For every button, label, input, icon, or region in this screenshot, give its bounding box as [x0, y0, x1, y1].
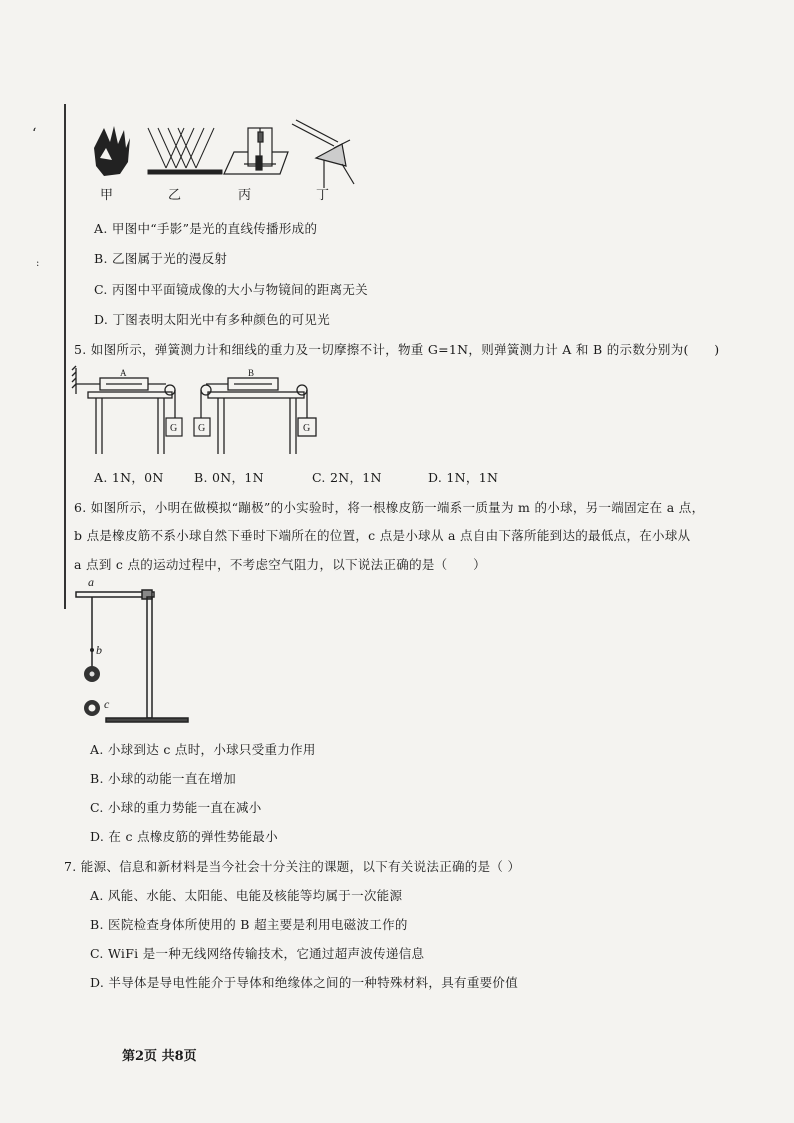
q6-bungee-figure: [74, 574, 198, 730]
q6-stem-line1: 6. 如图所示，小明在做模拟“蹦极”的小实验时，将一根橡皮筋一端系一质量为 m 的小球，另一端固定在 a 点，: [74, 500, 705, 515]
q4-option-d: D. 丁图表明太阳光中有多种颜色的可见光: [94, 312, 331, 327]
q5-scale-label-a: A: [120, 368, 127, 378]
q4-option-c: C. 丙图中平面镜成像的大小与物镜间的距离无关: [94, 282, 368, 297]
binding-dot: :: [36, 258, 40, 269]
q6-option-b: B. 小球的动能一直在增加: [90, 771, 237, 786]
reflection-figure: [148, 128, 222, 174]
page-footer: 第2页 共8页: [122, 1049, 197, 1064]
margin-rule: [64, 104, 66, 609]
hand-shadow-figure: [94, 126, 130, 176]
q6-point-c: c: [104, 697, 110, 711]
q6-point-a: a: [88, 575, 94, 589]
q7-option-b: B. 医院检查身体所使用的 B 超主要是利用电磁波工作的: [90, 917, 408, 932]
q6-option-d: D. 在 c 点橡皮筋的弹性势能最小: [90, 829, 278, 844]
q5-option-d: D. 1N，1N: [428, 470, 499, 485]
q6-stem-line3: a 点到 c 点的运动过程中，不考虑空气阻力，以下说法正确的是（ ）: [74, 557, 486, 572]
fig-label-bing: 丙: [238, 188, 252, 203]
fig-label-yi: 乙: [168, 188, 182, 203]
q7-option-a: A. 风能、水能、太阳能、电能及核能等均属于一次能源: [90, 888, 403, 903]
q5-stem: 5. 如图所示，弹簧测力计和细线的重力及一切摩擦不计，物重 G=1N，则弹簧测力计 A 和 B 的示数分别为( ): [74, 342, 720, 357]
q4-option-a: A. 甲图中“手影”是光的直线传播形成的: [94, 221, 318, 236]
q7-option-d: D. 半导体是导电性能介于导体和绝缘体之间的一种特殊材料，具有重要价值: [90, 975, 519, 990]
q5-option-c: C. 2N，1N: [312, 470, 382, 485]
fig-label-jia: 甲: [100, 188, 114, 203]
q5-option-a: A. 1N，0N: [94, 470, 164, 485]
fig-label-ding: 丁: [316, 188, 330, 203]
q6-point-b-dot: [90, 648, 94, 652]
plane-mirror-figure: [224, 128, 288, 174]
q5-weight-right: [290, 364, 330, 444]
q7-stem: 7. 能源、信息和新材料是当今社会十分关注的课题，以下有关说法正确的是（ ）: [64, 859, 521, 874]
q5-weight-label-2: G: [198, 423, 206, 434]
q5-scale-label-b: B: [248, 368, 255, 378]
prism-figure: [292, 120, 354, 188]
q6-stem-line2: b 点是橡皮筋不系小球自然下垂时下端所在的位置，c 点是小球从 a 点自由下落所能到达的最低点，在小球从: [74, 528, 691, 543]
q6-point-b: b: [96, 643, 102, 657]
q7-option-c: C. WiFi 是一种无线网络传输技术，它通过超声波传递信息: [90, 946, 425, 961]
q4-option-b: B. 乙图属于光的漫反射: [94, 251, 228, 266]
q5-spring-scale-figure: [70, 364, 320, 464]
q5-weight-label-1: G: [170, 423, 178, 434]
q5-weight-label-3: G: [303, 423, 311, 434]
q6-option-c: C. 小球的重力势能一直在减小: [90, 800, 262, 815]
q5-option-b: B. 0N，1N: [194, 470, 264, 485]
q6-option-a: A. 小球到达 c 点时，小球只受重力作用: [90, 742, 316, 757]
binding-mark: ‘: [32, 126, 37, 142]
